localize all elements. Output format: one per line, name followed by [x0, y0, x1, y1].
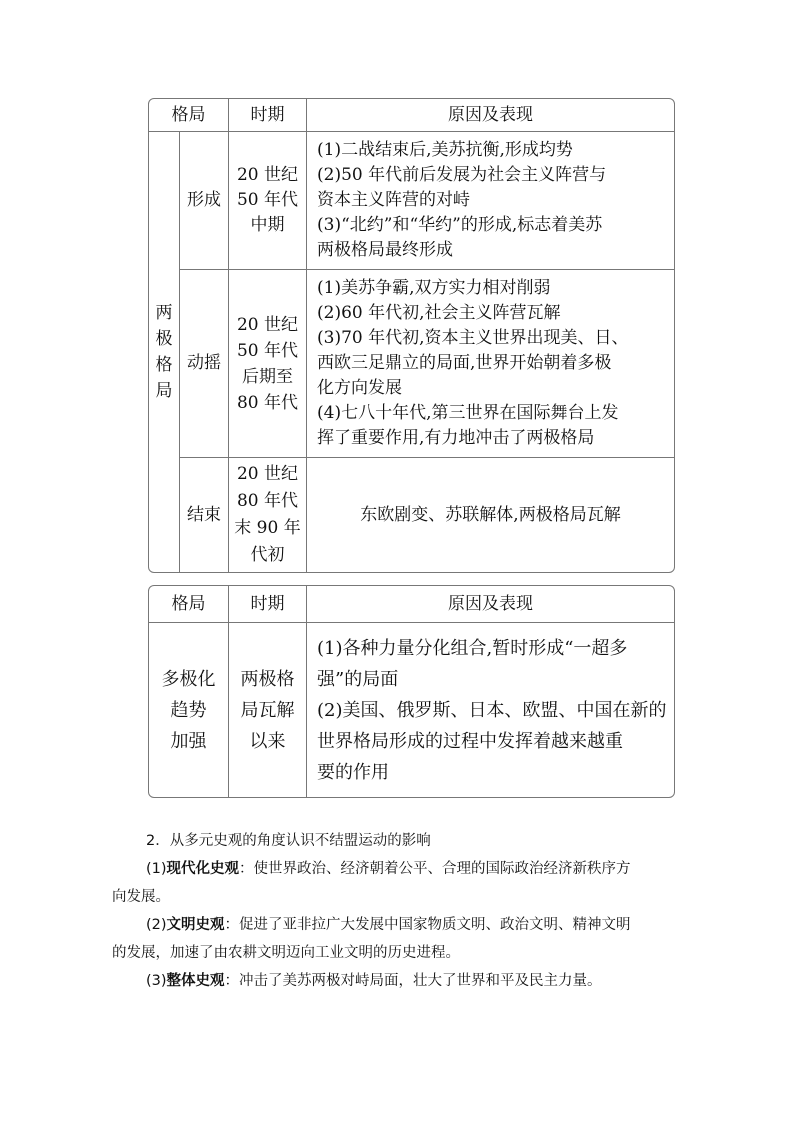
period-cell: 20 世纪 80 年代 末 90 年 代初: [229, 458, 307, 572]
note-item-cont: 向发展。: [112, 889, 170, 905]
stage-label: 动摇: [180, 270, 229, 458]
header-cause: 原因及表现: [307, 586, 674, 623]
header-cause: 原因及表现: [307, 99, 674, 132]
cause-cell: 东欧剧变、苏联解体,两极格局瓦解: [360, 504, 621, 525]
period-cell: 20 世纪 50 年代 中期: [229, 132, 307, 270]
note-item: (1)现代化史观：使世界政治、经济朝着公平、合理的国际政治经济新秩序方: [146, 861, 631, 877]
header-period: 时期: [229, 99, 307, 132]
notes-section: [112, 827, 692, 995]
multipolar-table: [148, 585, 675, 798]
cause-cell: (1)美苏争霸,双方实力相对削弱 (2)60 年代初,社会主义阵营瓦解 (3)70 年代初,资本主义世界出现美、日、 西欧三足鼎立的局面,世界开始朝着多极 化方向发展 (4)七八十年代,第三世界在国际舞台上发 挥了重要作用,有力地冲击了两极格局: [307, 270, 674, 458]
table-header-row: [149, 99, 674, 132]
note-item: (2)文明史观：促进了亚非拉广大发展中国家物质文明、政治文明、精神文明: [146, 917, 631, 933]
note-item: (3)整体史观：冲击了美苏两极对峙局面，壮大了世界和平及民主力量。: [146, 973, 602, 989]
pattern-cell: 多极化 趋势 加强: [149, 623, 229, 797]
header-pattern: 格局: [149, 586, 229, 623]
stage-label: 形成: [180, 132, 229, 270]
table-header-row: [149, 586, 674, 623]
header-pattern: 格局: [149, 99, 229, 132]
section-heading: 2．从多元史观的角度认识不结盟运动的影响: [146, 833, 431, 849]
stage-label: 结束: [180, 458, 229, 572]
group-label-bipolar: 两 极 格 局: [149, 132, 180, 572]
bipolar-table: [148, 98, 675, 573]
note-item-cont: 的发展，加速了由农耕文明迈向工业文明的历史进程。: [112, 945, 460, 961]
cause-cell: (1)各种力量分化组合,暂时形成“一超多 强”的局面 (2)美国、俄罗斯、日本、欧盟、中国在新的 世界格局形成的过程中发挥着越来越重 要的作用: [317, 637, 667, 783]
period-cell: 20 世纪 50 年代 后期至 80 年代: [229, 270, 307, 458]
table-row: [149, 132, 674, 270]
header-period: 时期: [229, 586, 307, 623]
table-row: [149, 270, 674, 458]
cause-cell: (1)二战结束后,美苏抗衡,形成均势 (2)50 年代前后发展为社会主义阵营与 资本主义阵营的对峙 (3)“北约”和“华约”的形成,标志着美苏 两极格局最终形成: [307, 132, 674, 270]
table-row: [149, 623, 674, 797]
table-row: [149, 458, 674, 572]
period-cell: 两极格 局瓦解 以来: [229, 623, 307, 797]
